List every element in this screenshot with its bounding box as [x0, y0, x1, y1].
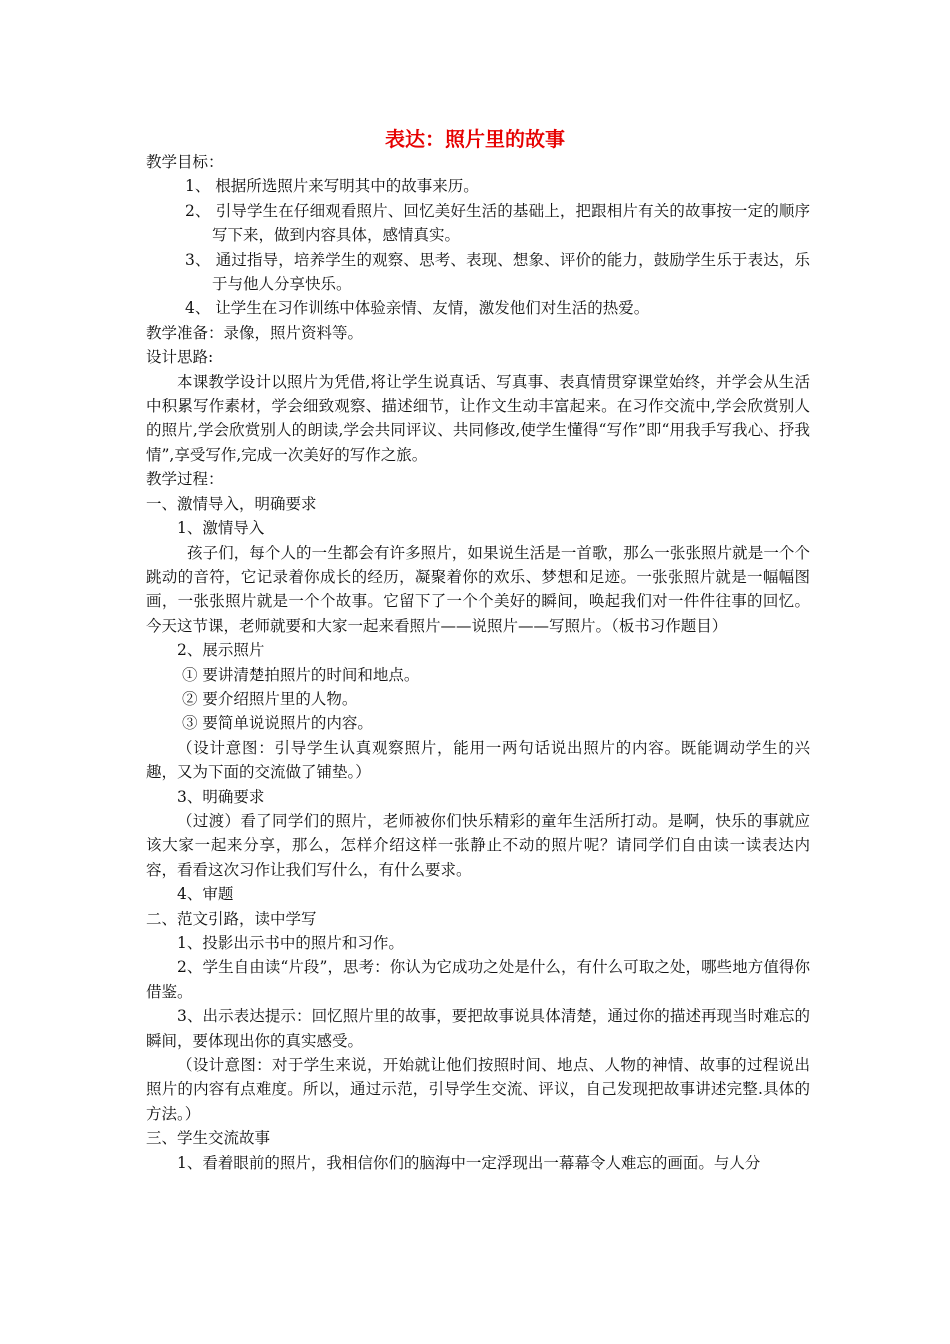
prep-line: 教学准备：录像，照片资料等。	[146, 323, 364, 342]
design-note: （设计意图：引导学生认真观察照片，能用一两句话说出照片的内容。既能调动学生的兴趣，又为下面的交流做了铺垫。）	[146, 738, 810, 782]
part2-step3: 3、出示表达提示：回忆照片里的故事，要把故事说具体清楚，通过你的描述再现当时难忘的瞬间，要体现出你的真实感受。	[146, 1007, 810, 1050]
part1-heading: 一、激情导入，明确要求	[146, 494, 317, 513]
part1-step1: 1、激情导入	[177, 519, 265, 538]
part1-step3-paragraph: （过渡）看了同学们的照片，老师被你们快乐精彩的童年生活所打动。是啊，快乐的事就应该大家一起来分享，那么，怎样介绍这样一张静止不动的照片呢？请同学们自由读一读表达内容，看看这次习作让我们写什么，有什么要求。	[146, 811, 810, 879]
document-body	[146, 150, 810, 1175]
part2-step1: 1、投影出示书中的照片和习作。	[177, 934, 404, 952]
design-note: （设计意图：对于学生来说，开始就让他们按照时间、地点、人物的神情、故事的过程说出照片的内容有点难度。所以，通过示范，引导学生交流、评议，自己发现把故事讲述完整.具体的方法。）	[146, 1056, 810, 1123]
part1-step3: 3、明确要求	[177, 787, 265, 806]
requirement-item: ② 要介绍照片里的人物。	[182, 689, 358, 708]
goal-item: 2、 引导学生在仔细观看照片、回忆美好生活的基础上，把跟相片有关的故事按一定的顺序写下来，做到内容具体，感情真实。	[185, 201, 810, 245]
document-title: 表达：照片里的故事	[385, 127, 565, 151]
part2-step2: 2、学生自由读“片段”，思考：你认为它成功之处是什么，有什么可取之处，哪些地方值得你借鉴。	[146, 958, 810, 1001]
goals-heading: 教学目标：	[146, 153, 224, 171]
part2-heading: 二、范文引路，读中学写	[146, 909, 317, 928]
design-paragraph: 本课教学设计以照片为凭借,将让学生说真话、写真事、表真情贯穿课堂始终，并学会从生活中积累写作素材，学会细致观察、描述细节，让作文生动丰富起来。在习作交流中,学会欣赏别人的照片,学会欣赏别人的朗读,学会共同评议、共同修改,使学生懂得“写作”即“用我手写我心、抒我情”,享受写作,完成一次美好的写作之旅。	[146, 372, 810, 464]
part1-step2: 2、展示照片	[177, 641, 265, 660]
goal-item: 4、 让学生在习作训练中体验亲情、友情，激发他们对生活的热爱。	[185, 299, 650, 318]
goal-item: 3、 通过指导，培养学生的观察、思考、表现、想象、评价的能力，鼓励学生乐于表达，乐于与他人分享快乐。	[185, 250, 810, 294]
design-heading: 设计思路:	[146, 348, 214, 367]
part1-step4: 4、审题	[177, 885, 234, 904]
part3-step1: 1、看着眼前的照片，我相信你们的脑海中一定浮现出一幕幕令人难忘的画面。与人分	[177, 1153, 761, 1172]
goal-item: 1、 根据所选照片来写明其中的故事来历。	[185, 177, 479, 196]
requirement-item: ① 要讲清楚拍照片的时间和地点。	[182, 665, 420, 684]
part1-step1-paragraph: 孩子们，每个人的一生都会有许多照片，如果说生活是一首歌，那么一张张照片就是一个个跳动的音符，它记录着你成长的经历，凝聚着你的欢乐、梦想和足迹。一张张照片就是一幅幅图画，一张张照片就是一个个故事。它留下了一个个美好的瞬间，唤起我们对一件件往事的回忆。今天这节课，老师就要和大家一起来看照片——说照片——写照片。（板书习作题目）	[146, 543, 810, 635]
requirement-item: ③ 要简单说说照片的内容。	[182, 714, 373, 733]
process-heading: 教学过程：	[146, 470, 224, 489]
part3-heading: 三、学生交流故事	[146, 1129, 271, 1148]
